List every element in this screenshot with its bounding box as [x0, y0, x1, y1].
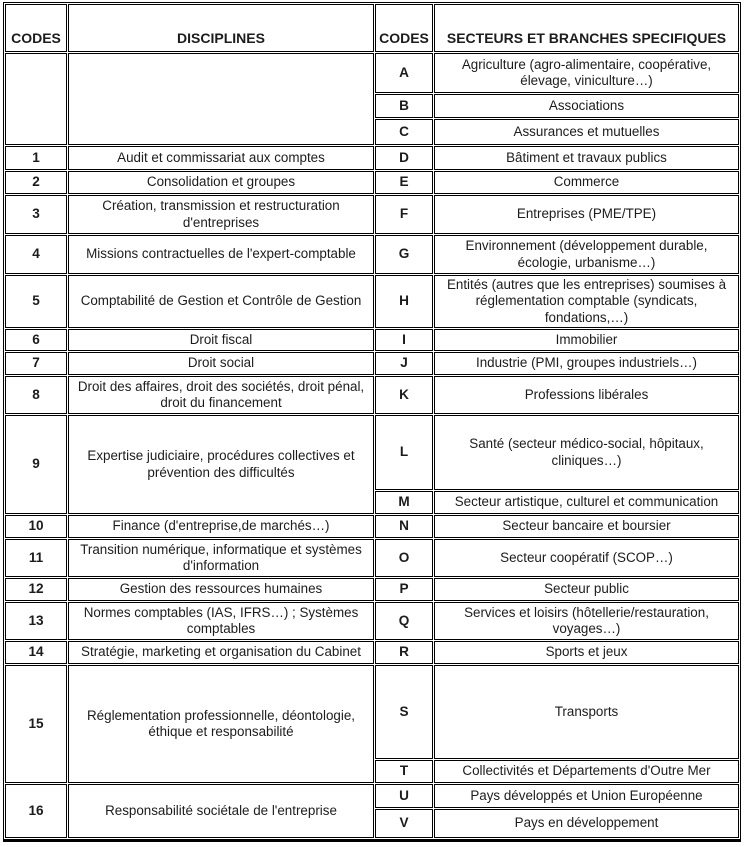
table-row-8-k: [5, 376, 739, 414]
sector-code-cell: J: [375, 352, 433, 375]
sector-code-cell: H: [375, 275, 433, 328]
sector-code-cell: A: [375, 53, 433, 93]
discipline-code-cell: 5: [5, 275, 67, 328]
discipline-label-cell: Comptabilité de Gestion et Contrôle de Gestion: [68, 275, 374, 328]
sector-code-cell: G: [375, 235, 433, 274]
discipline-label-cell: Stratégie, marketing et organisation du Cabinet: [68, 641, 374, 664]
sector-code-cell: N: [375, 515, 433, 538]
empty-discipline-label-cell: [68, 53, 374, 145]
codes-left-header: CODES: [5, 4, 67, 52]
discipline-label-cell: Finance (d'entreprise,de marchés…): [68, 515, 374, 538]
sector-label-cell: Immobilier: [434, 329, 739, 351]
sector-label-cell: Entreprises (PME/TPE): [434, 195, 739, 234]
sector-label-cell: Environnement (développement durable, écologie, urbanisme…): [434, 235, 739, 274]
table-row-1-d: [5, 146, 739, 170]
table-row-6-i: [5, 329, 739, 351]
table-row-sector-a: [5, 53, 739, 93]
sector-code-cell: E: [375, 171, 433, 194]
discipline-code-cell: 9: [5, 415, 67, 514]
table-row-3-f: [5, 195, 739, 234]
sector-label-cell: Transports: [434, 665, 739, 759]
sector-label-cell: Sports et jeux: [434, 641, 739, 664]
discipline-label-cell: Consolidation et groupes: [68, 171, 374, 194]
discipline-label-cell: Audit et commissariat aux comptes: [68, 146, 374, 170]
sector-label-cell: Associations: [434, 94, 739, 118]
table-row-9-l: [5, 415, 739, 490]
classification-table: [3, 2, 741, 842]
discipline-label-cell: Droit fiscal: [68, 329, 374, 351]
disciplines-header: DISCIPLINES: [68, 4, 374, 52]
sector-label-cell: Professions libérales: [434, 376, 739, 414]
discipline-label-cell: Responsabilité sociétale de l'entreprise: [68, 784, 374, 838]
sector-label-cell: Bâtiment et travaux publics: [434, 146, 739, 170]
discipline-code-cell: 6: [5, 329, 67, 351]
discipline-label-cell: Normes comptables (IAS, IFRS…) ; Systèmes comptables: [68, 602, 374, 640]
discipline-code-cell: 2: [5, 171, 67, 194]
discipline-label-cell: Droit des affaires, droit des sociétés, droit pénal, droit du financement: [68, 376, 374, 414]
sector-label-cell: Santé (secteur médico-social, hôpitaux, cliniques…): [434, 415, 739, 490]
table-row-14-r: [5, 641, 739, 664]
discipline-label-cell: Réglementation professionnelle, déontologie, éthique et responsabilité: [68, 665, 374, 783]
discipline-label-cell: Missions contractuelles de l'expert-comptable: [68, 235, 374, 274]
discipline-code-cell: 16: [5, 784, 67, 838]
sector-label-cell: Secteur artistique, culturel et communication: [434, 491, 739, 514]
table-row-4-g: [5, 235, 739, 274]
codes-right-header: CODES: [375, 4, 433, 52]
empty-discipline-code-cell: [5, 53, 67, 145]
sector-code-cell: M: [375, 491, 433, 514]
discipline-code-cell: 10: [5, 515, 67, 538]
sector-code-cell: K: [375, 376, 433, 414]
discipline-code-cell: 8: [5, 376, 67, 414]
discipline-code-cell: 13: [5, 602, 67, 640]
sector-label-cell: Assurances et mutuelles: [434, 119, 739, 145]
table-row-2-e: [5, 171, 739, 194]
sector-code-cell: L: [375, 415, 433, 490]
sector-code-cell: B: [375, 94, 433, 118]
table-row-12-p: [5, 578, 739, 601]
discipline-label-cell: Droit social: [68, 352, 374, 375]
sector-label-cell: Commerce: [434, 171, 739, 194]
discipline-code-cell: 1: [5, 146, 67, 170]
sector-label-cell: Secteur public: [434, 578, 739, 601]
sector-code-cell: C: [375, 119, 433, 145]
sector-code-cell: U: [375, 784, 433, 808]
header-row: [5, 4, 739, 52]
sector-code-cell: S: [375, 665, 433, 759]
sector-code-cell: F: [375, 195, 433, 234]
discipline-label-cell: Gestion des ressources humaines: [68, 578, 374, 601]
sector-label-cell: Secteur coopératif (SCOP…): [434, 539, 739, 577]
sector-label-cell: Collectivités et Départements d'Outre Mer: [434, 760, 739, 783]
sector-code-cell: T: [375, 760, 433, 783]
discipline-code-cell: 11: [5, 539, 67, 577]
discipline-code-cell: 3: [5, 195, 67, 234]
sector-label-cell: Secteur bancaire et boursier: [434, 515, 739, 538]
sector-code-cell: Q: [375, 602, 433, 640]
sector-code-cell: P: [375, 578, 433, 601]
table-row-5-h: [5, 275, 739, 328]
table-row-10-n: [5, 515, 739, 538]
sector-code-cell: V: [375, 809, 433, 838]
discipline-code-cell: 15: [5, 665, 67, 783]
table-row-13-q: [5, 602, 739, 640]
sector-label-cell: Industrie (PMI, groupes industriels…): [434, 352, 739, 375]
sector-label-cell: Services et loisirs (hôtellerie/restauration, voyages…): [434, 602, 739, 640]
table-row-16-u: [5, 784, 739, 808]
discipline-code-cell: 4: [5, 235, 67, 274]
table-row-11-o: [5, 539, 739, 577]
sector-label-cell: Agriculture (agro-alimentaire, coopérative, élevage, viniculture…): [434, 53, 739, 93]
discipline-label-cell: Transition numérique, informatique et systèmes d'information: [68, 539, 374, 577]
sectors-header: SECTEURS ET BRANCHES SPECIFIQUES: [434, 4, 739, 52]
sector-label-cell: Entités (autres que les entreprises) soumises à réglementation comptable (syndicats, fondations,…): [434, 275, 739, 328]
discipline-code-cell: 14: [5, 641, 67, 664]
sector-code-cell: I: [375, 329, 433, 351]
discipline-code-cell: 7: [5, 352, 67, 375]
discipline-code-cell: 12: [5, 578, 67, 601]
sector-code-cell: D: [375, 146, 433, 170]
discipline-label-cell: Expertise judiciaire, procédures collectives et prévention des difficultés: [68, 415, 374, 514]
table-row-15-s: [5, 665, 739, 759]
sector-code-cell: R: [375, 641, 433, 664]
table-row-7-j: [5, 352, 739, 375]
sector-code-cell: O: [375, 539, 433, 577]
discipline-label-cell: Création, transmission et restructuration d'entreprises: [68, 195, 374, 234]
sector-label-cell: Pays développés et Union Européenne: [434, 784, 739, 808]
sector-label-cell: Pays en développement: [434, 809, 739, 838]
